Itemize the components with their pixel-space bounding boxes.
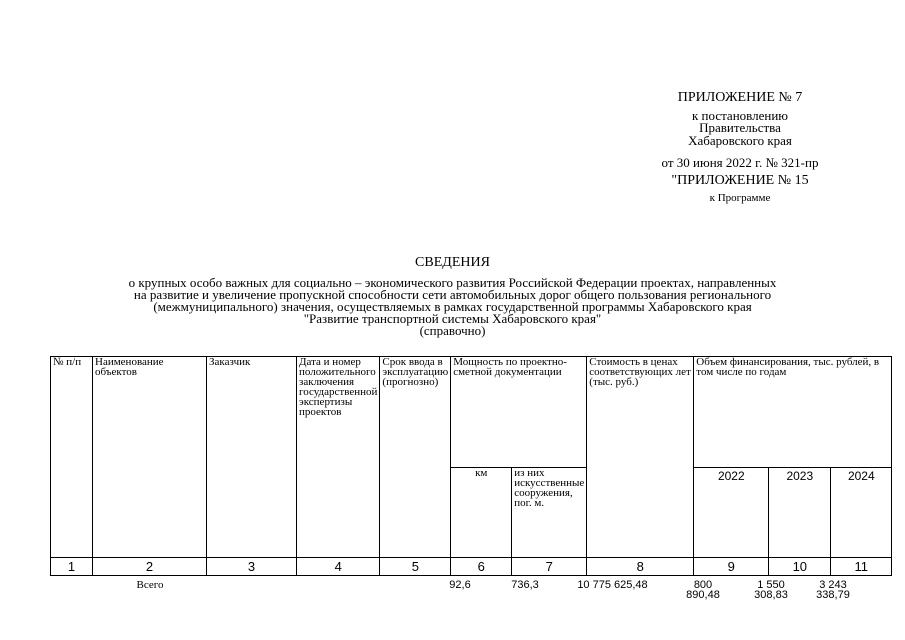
col-number: 10 [769,558,831,576]
description-line: на развитие и увеличение пропускной способности сети автомобильных дорог общего пользования регионального [133,287,772,302]
description-line: (справочно) [419,323,486,338]
to-program: к Программе [709,192,771,204]
total-2024: 3 243 338,79 [816,579,850,601]
col-number: 8 [587,558,694,576]
total-cost: 10 775 625,48 [577,579,648,591]
col-number: 3 [207,558,297,576]
appendix-title: ПРИЛОЖЕНИЕ № 7 [677,90,803,105]
header-date-number: от 30 июня 2022 г. № 321-пр [661,155,819,170]
col-number: 5 [380,558,451,576]
header-cell-financing: Объем финансирования, тыс. рублей, в том числе по годам [694,357,892,468]
header-cell-commission-date: Срок ввода в эксплуатацию (прогнозно) [380,357,451,558]
header-line-2: Правительства [699,120,781,135]
header-cell-customer: Заказчик [207,357,297,558]
appendix-15-title: "ПРИЛОЖЕНИЕ № 15 [671,173,809,188]
col-number: 6 [451,558,512,576]
description-line: "Развитие транспортной системы Хабаровского края" [303,311,602,326]
header-cell-2023: 2023 [769,468,831,558]
header-cell-name: Наименование объектов [93,357,207,558]
header-cell-capacity: Мощность по проектно-сметной документации [451,357,587,468]
header-line-3: Хабаровского края [688,133,792,148]
col-number: 1 [51,558,93,576]
projects-table [50,356,892,576]
col-number: 7 [512,558,587,576]
total-km: 92,6 [449,579,471,591]
total-2023: 1 550 308,83 [754,579,788,601]
header-cell-km: км [451,468,512,558]
column-number-row [51,558,892,576]
document-description [60,277,845,337]
header-cell-2022: 2022 [694,468,769,558]
header-cell-2024: 2024 [831,468,892,558]
description-line: (межмуниципального) значения, осуществляемых в рамках государственной программы Хабаровского края [153,299,752,314]
col-number: 2 [93,558,207,576]
description-line: о крупных особо важных для социально – экономического развития Российской Федерации проектах, направленных [128,275,777,290]
header-cell-expertise: Дата и номер положительного заключения государственной экспертизы проектов [297,357,380,558]
total-2022: 800 890,48 [686,579,720,601]
header-cell-structures: из них искусственные сооружения, пог. м. [512,468,587,558]
col-number: 9 [694,558,769,576]
total-structures: 736,3 [511,579,539,591]
header-line-1: к постановлению [691,108,789,123]
header-cell-no: № п/п [51,357,93,558]
header-cell-cost: Стоимость в ценах соответствующих лет (тыс. руб.) [587,357,694,558]
col-number: 4 [297,558,380,576]
col-number: 11 [831,558,892,576]
document-title: СВЕДЕНИЯ [415,255,490,270]
total-label: Всего [136,579,164,591]
